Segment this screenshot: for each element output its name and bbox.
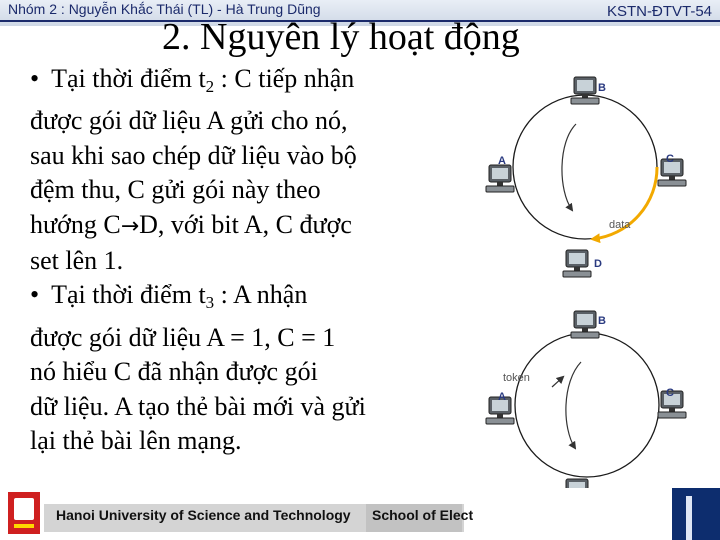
text-line: được gói dữ liệu A = 1, C = 1 <box>30 322 336 352</box>
slide-title: 2. Nguyên lý hoạt động <box>162 16 520 58</box>
node-label-a: A <box>498 155 506 167</box>
text-line: lại thẻ bài lên mạng. <box>30 426 242 456</box>
header-group-names: Nhóm 2 : Nguyễn Khắc Thái (TL) - Hà Trung Dũng <box>8 1 321 17</box>
text-run: Tại thời điểm t <box>51 280 206 310</box>
bullet: • <box>30 64 40 93</box>
subscript: 3 <box>205 293 215 313</box>
text-run: D, với bit A, C được <box>139 209 352 239</box>
footer-school: School of Elect <box>372 507 474 523</box>
data-label: data <box>609 219 631 231</box>
text-line: set lên 1. <box>30 246 124 276</box>
computer-b-icon <box>571 311 599 338</box>
inner-arrow <box>566 362 581 448</box>
text-run: : A nhận <box>214 280 308 310</box>
footer <box>0 488 720 540</box>
node-label-c: C <box>666 153 674 165</box>
text-line: sau khi sao chép dữ liệu vào bộ <box>30 140 357 170</box>
slide-body <box>30 62 450 458</box>
footer-corner-graphic <box>672 488 720 540</box>
inner-arrow <box>562 124 576 210</box>
token-arrow <box>552 377 563 387</box>
computer-d-icon <box>563 250 591 277</box>
text-line <box>30 208 450 244</box>
node-label-a: A <box>498 391 506 403</box>
computer-a-icon <box>486 165 514 192</box>
logo-stripe <box>14 524 34 528</box>
token-ring-diagrams <box>470 60 710 500</box>
node-label-b: B <box>598 82 606 94</box>
node-label-b: B <box>598 315 606 327</box>
node-label-c: C <box>666 387 674 399</box>
header-class-code: KSTN-ĐTVT-54 <box>606 3 712 20</box>
node-label-d: D <box>594 258 602 270</box>
text-run: : C tiếp nhận <box>214 64 355 93</box>
text-line: nó hiểu C đã nhận được gói <box>30 357 318 387</box>
computer-b-icon <box>571 77 599 104</box>
token-label: token <box>503 372 530 384</box>
ring-diagram-bottom <box>486 311 686 506</box>
text-run: hướng C <box>30 209 121 239</box>
text-line <box>30 62 450 104</box>
text-line: dữ liệu. A tạo thẻ bài mới và gửi <box>30 391 366 421</box>
bullet: • <box>30 280 40 310</box>
logo-emblem <box>14 498 34 520</box>
text-line: được gói dữ liệu A gửi cho nó, <box>30 106 348 136</box>
university-logo-icon <box>8 492 40 534</box>
text-line <box>30 278 450 320</box>
subscript: 2 <box>205 77 215 96</box>
ring-circle <box>515 333 659 477</box>
ring-diagram-top <box>486 77 686 277</box>
text-line: đệm thu, C gửi gói này theo <box>30 175 321 205</box>
footer-corner-strip <box>686 496 692 540</box>
footer-university: Hanoi University of Science and Technology <box>56 507 351 523</box>
text-run: Tại thời điểm t <box>51 64 206 93</box>
right-arrow-icon: → <box>120 213 140 239</box>
